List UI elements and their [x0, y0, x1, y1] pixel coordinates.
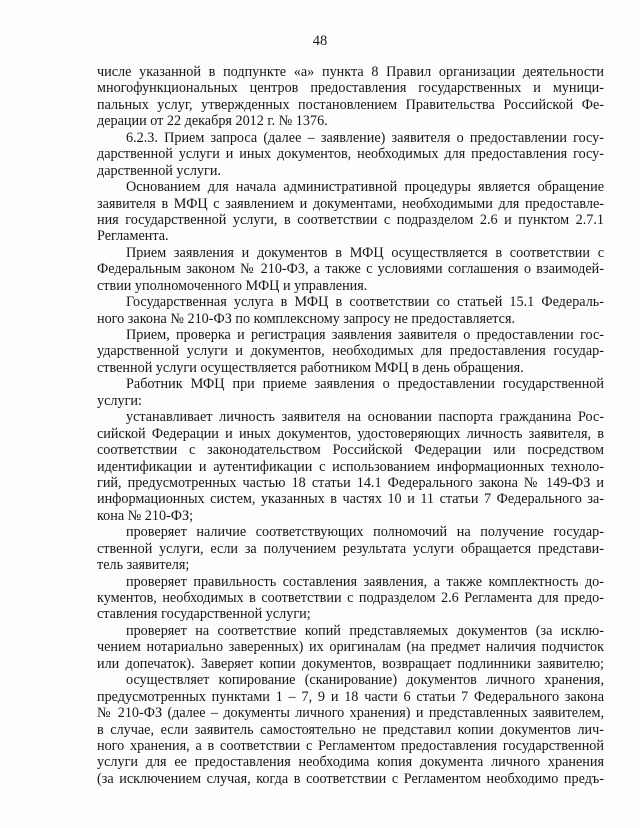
- text-line: заявителя в МФЦ с заявлением и документами, необходимыми для предоставле-: [97, 195, 604, 212]
- text-line: Работник МФЦ при приеме заявления о предоставлении государственной: [126, 376, 604, 393]
- body-text: [97, 64, 604, 787]
- text-line: ственной услуги осуществляется работником МФЦ в день обращения.: [97, 359, 524, 376]
- text-line: (за исключением случая, когда в соответствии с Регламентом необходимо предъ-: [97, 770, 604, 787]
- text-line: 6.2.3. Прием запроса (далее – заявление) заявителя о предоставлении госу-: [126, 129, 604, 146]
- text-line: ного хранения, а в соответствии с Регламентом предоставления государственной: [97, 737, 604, 754]
- text-line: гий, предусмотренных частью 18 статьи 14.1 Федерального закона № 149-ФЗ и: [97, 474, 604, 491]
- text-line: чением нотариально заверенных) их оригиналам (на предмет наличия подчисток: [97, 639, 604, 656]
- text-line: проверяет правильность составления заявления, а также комплектность до-: [126, 573, 604, 590]
- text-line: № 210-ФЗ (далее – документы личного хранения) и представленных заявителем,: [97, 705, 604, 722]
- text-line: Основанием для начала административной процедуры является обращение: [126, 179, 604, 196]
- text-line: дарственной услуги.: [97, 162, 221, 179]
- text-line: дерации от 22 декабря 2012 г. № 1376.: [97, 113, 328, 130]
- text-line: многофункциональных центров предоставления государственных и муници-: [97, 80, 604, 97]
- text-line: ного закона № 210-ФЗ по комплексному запросу не предоставляется.: [97, 310, 516, 327]
- text-line: сийской Федерации и иных документов, удостоверяющих личность заявителя, в: [97, 425, 604, 442]
- text-line: или допечаток). Заверяет копии документов, возвращает подлинники заявителю;: [97, 655, 604, 672]
- text-line: осуществляет копирование (сканирование) документов личного хранения,: [126, 672, 604, 689]
- text-line: проверяет на соответствие копий представляемых документов (за исклю-: [126, 622, 604, 639]
- text-line: устанавливает личность заявителя на основании паспорта гражданина Рос-: [126, 409, 604, 426]
- text-line: кументов, необходимых в соответствии с подразделом 2.6 Регламента для предо-: [97, 590, 604, 606]
- text-line: Федеральным законом № 210-ФЗ, а также с условиями соглашения о взаимодей-: [97, 261, 604, 278]
- text-line: ственной услуги, если за получением результата услуги обращается представи-: [97, 540, 604, 557]
- text-line: числе указанной в подпункте «а» пункта 8 Правил организации деятельности: [97, 64, 604, 80]
- text-line: пальных услуг, утвержденных постановлением Правительства Российской Фе-: [97, 96, 604, 113]
- text-line: соответствии с законодательством Российской Федерации или посредством: [97, 442, 604, 459]
- text-line: услуги:: [97, 392, 142, 409]
- text-line: тель заявителя;: [97, 557, 190, 574]
- text-line: в случае, если заявитель самостоятельно не представил копии документов лич-: [97, 721, 604, 738]
- text-line: ударственной услуги и документов, необходимых для предоставления государ-: [97, 343, 604, 360]
- text-line: Прием, проверка и регистрация заявления заявителя о предоставлении гос-: [126, 327, 604, 343]
- text-line: проверяет наличие соответствующих полномочий на получение государ-: [126, 524, 604, 541]
- text-line: предусмотренных пунктами 1 – 7, 9 и 18 части 6 статьи 7 Федерального закона: [97, 688, 604, 705]
- text-line: услуги для ее предоставления необходима копия документа личного хранения: [97, 754, 604, 771]
- text-line: идентификации и аутентификации с использованием информационных техноло-: [97, 458, 604, 475]
- text-line: ния государственной услуги, в соответствии с подразделом 2.6 и пунктом 2.7.1: [97, 211, 604, 228]
- text-line: кона № 210-ФЗ;: [97, 507, 194, 524]
- text-line: информационных систем, указанных в частях 10 и 11 статьи 7 Федерального за-: [97, 491, 604, 508]
- page-number: 48: [312, 33, 328, 49]
- text-line: Регламента.: [97, 228, 169, 245]
- text-line: ствии уполномоченного МФЦ и управления.: [97, 277, 368, 294]
- text-line: ставления государственной услуги;: [97, 606, 311, 623]
- text-line: дарственной услуги и иных документов, необходимых для предоставления госу-: [97, 146, 604, 163]
- text-line: Прием заявления и документов в МФЦ осуществляется в соответствии с: [126, 244, 604, 261]
- text-line: Государственная услуга в МФЦ в соответствии со статьей 15.1 Федераль-: [126, 294, 604, 311]
